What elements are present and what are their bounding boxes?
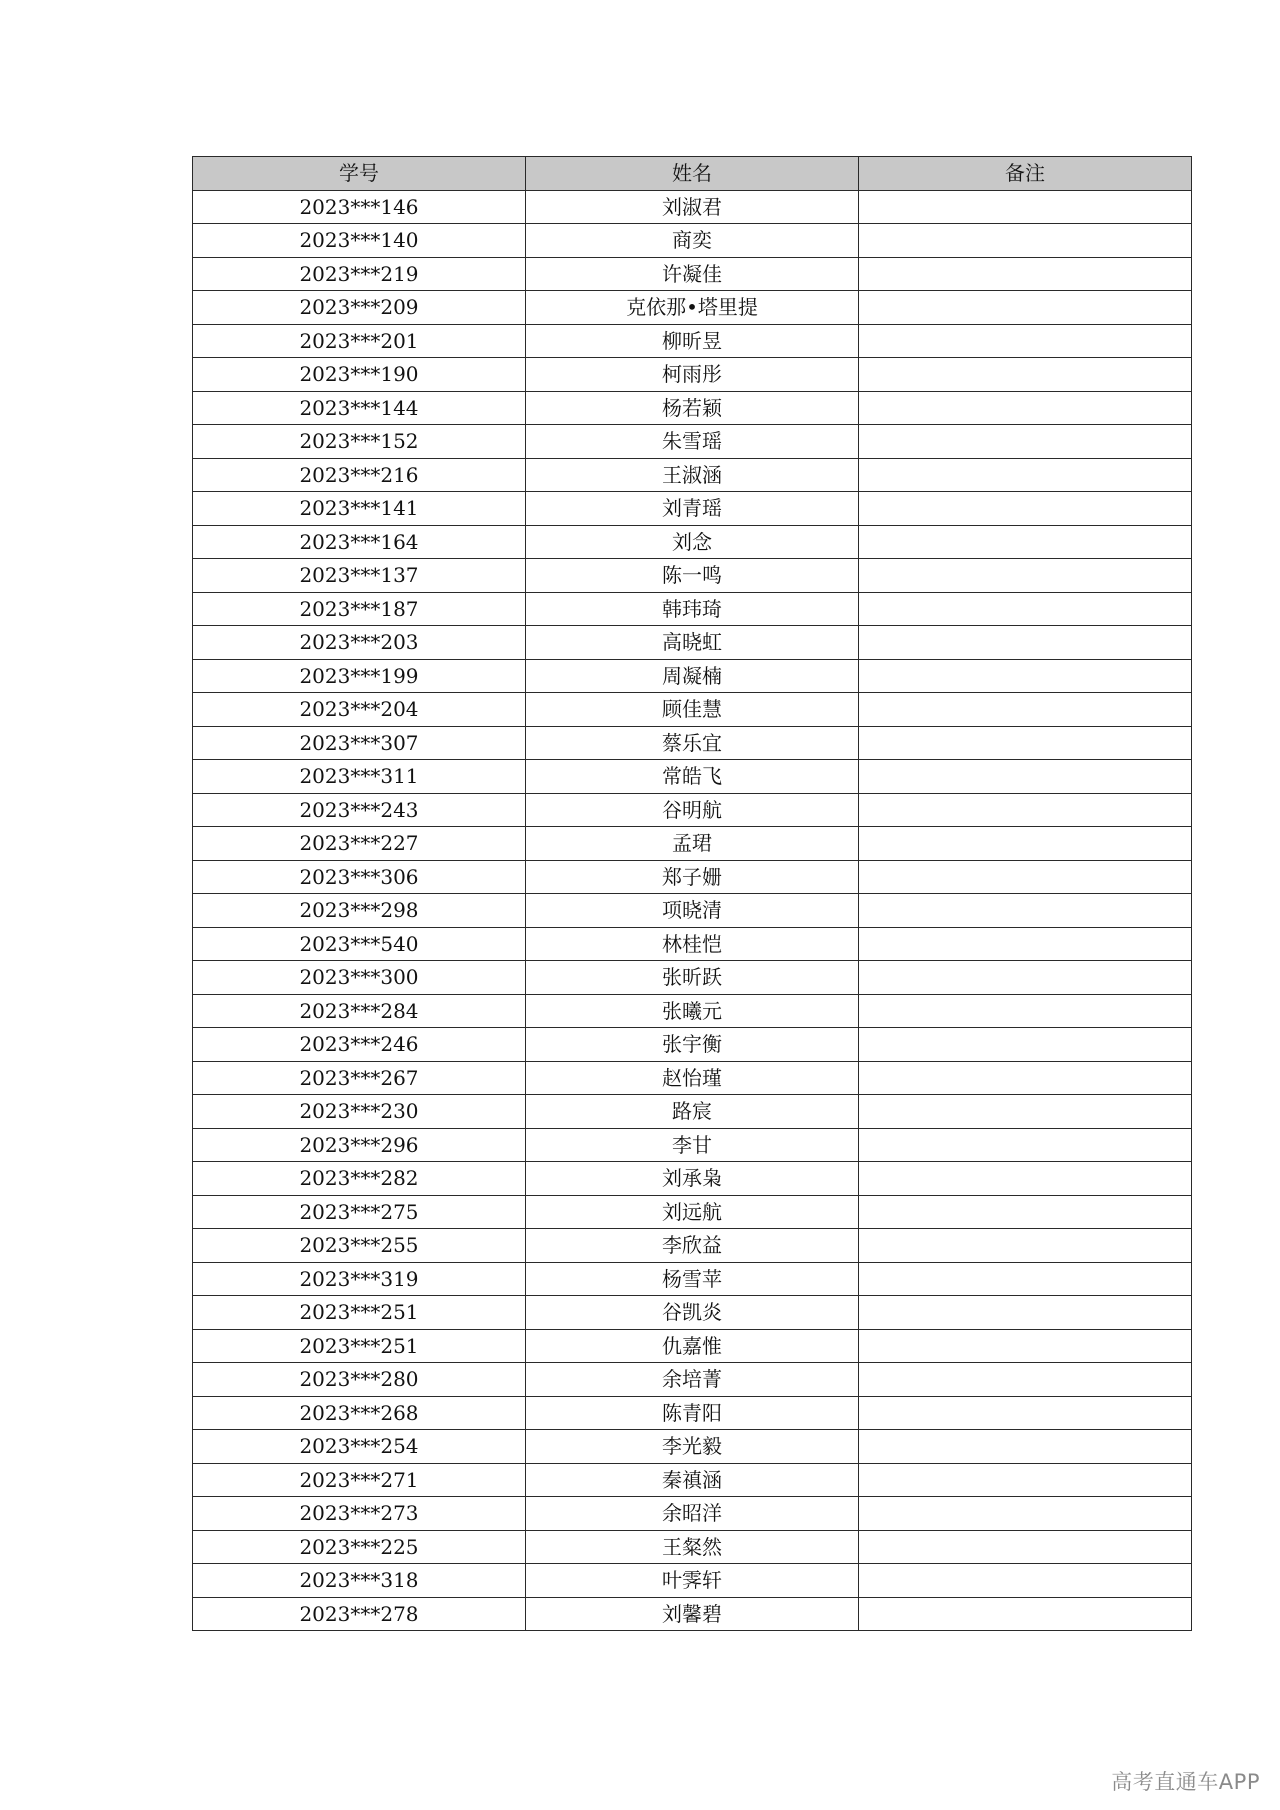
cell-student-id: 2023***271 xyxy=(193,1463,526,1497)
cell-student-id: 2023***144 xyxy=(193,391,526,425)
cell-student-id: 2023***243 xyxy=(193,793,526,827)
cell-student-id: 2023***307 xyxy=(193,726,526,760)
table-body xyxy=(193,190,1192,1631)
cell-student-id: 2023***164 xyxy=(193,525,526,559)
cell-name: 仇嘉惟 xyxy=(526,1329,859,1363)
cell-student-id: 2023***190 xyxy=(193,358,526,392)
table-header xyxy=(193,157,1192,191)
table-row xyxy=(193,1329,1192,1363)
table-row xyxy=(193,860,1192,894)
table-row xyxy=(193,1530,1192,1564)
cell-student-id: 2023***319 xyxy=(193,1262,526,1296)
cell-name: 顾佳慧 xyxy=(526,693,859,727)
cell-name: 余昭洋 xyxy=(526,1497,859,1531)
table-row xyxy=(193,391,1192,425)
cell-note xyxy=(859,1296,1192,1330)
table-row xyxy=(193,726,1192,760)
cell-student-id: 2023***227 xyxy=(193,827,526,861)
table-row xyxy=(193,894,1192,928)
cell-name: 王粲然 xyxy=(526,1530,859,1564)
cell-note xyxy=(859,693,1192,727)
cell-student-id: 2023***137 xyxy=(193,559,526,593)
cell-note xyxy=(859,358,1192,392)
cell-student-id: 2023***300 xyxy=(193,961,526,995)
cell-student-id: 2023***225 xyxy=(193,1530,526,1564)
cell-name: 许凝佳 xyxy=(526,257,859,291)
cell-student-id: 2023***318 xyxy=(193,1564,526,1598)
cell-name: 刘馨碧 xyxy=(526,1597,859,1631)
cell-name: 周凝楠 xyxy=(526,659,859,693)
cell-student-id: 2023***251 xyxy=(193,1296,526,1330)
cell-student-id: 2023***311 xyxy=(193,760,526,794)
cell-note xyxy=(859,1329,1192,1363)
cell-name: 杨雪苹 xyxy=(526,1262,859,1296)
cell-name: 柯雨彤 xyxy=(526,358,859,392)
cell-name: 柳昕昱 xyxy=(526,324,859,358)
cell-name: 郑子姗 xyxy=(526,860,859,894)
cell-name: 张昕跃 xyxy=(526,961,859,995)
header-note: 备注 xyxy=(859,157,1192,191)
cell-name: 陈一鸣 xyxy=(526,559,859,593)
cell-name: 项晓清 xyxy=(526,894,859,928)
table-row xyxy=(193,358,1192,392)
cell-note xyxy=(859,324,1192,358)
table-row xyxy=(193,693,1192,727)
cell-note xyxy=(859,1530,1192,1564)
table-row xyxy=(193,458,1192,492)
table-row xyxy=(193,190,1192,224)
cell-name: 刘青瑶 xyxy=(526,492,859,526)
header-student-id: 学号 xyxy=(193,157,526,191)
cell-student-id: 2023***278 xyxy=(193,1597,526,1631)
cell-note xyxy=(859,1128,1192,1162)
cell-name: 朱雪瑶 xyxy=(526,425,859,459)
cell-name: 秦禛涵 xyxy=(526,1463,859,1497)
cell-student-id: 2023***140 xyxy=(193,224,526,258)
cell-name: 张曦元 xyxy=(526,994,859,1028)
cell-name: 路宸 xyxy=(526,1095,859,1129)
cell-note xyxy=(859,1363,1192,1397)
cell-note xyxy=(859,827,1192,861)
cell-note xyxy=(859,224,1192,258)
table-row xyxy=(193,1162,1192,1196)
cell-note xyxy=(859,1430,1192,1464)
table-row xyxy=(193,827,1192,861)
table-row xyxy=(193,492,1192,526)
student-roster-table xyxy=(192,156,1192,1631)
cell-note xyxy=(859,860,1192,894)
cell-note xyxy=(859,1061,1192,1095)
cell-note xyxy=(859,894,1192,928)
cell-student-id: 2023***216 xyxy=(193,458,526,492)
cell-name: 刘淑君 xyxy=(526,190,859,224)
table-row xyxy=(193,1195,1192,1229)
cell-student-id: 2023***306 xyxy=(193,860,526,894)
cell-name: 王淑涵 xyxy=(526,458,859,492)
cell-note xyxy=(859,1463,1192,1497)
cell-note xyxy=(859,190,1192,224)
cell-student-id: 2023***146 xyxy=(193,190,526,224)
cell-student-id: 2023***152 xyxy=(193,425,526,459)
cell-note xyxy=(859,525,1192,559)
table-row xyxy=(193,793,1192,827)
cell-note xyxy=(859,559,1192,593)
cell-name: 谷明航 xyxy=(526,793,859,827)
cell-note xyxy=(859,391,1192,425)
table-row xyxy=(193,1430,1192,1464)
cell-name: 林桂恺 xyxy=(526,927,859,961)
table-row xyxy=(193,324,1192,358)
cell-student-id: 2023***268 xyxy=(193,1396,526,1430)
cell-student-id: 2023***282 xyxy=(193,1162,526,1196)
table-row xyxy=(193,592,1192,626)
table-row xyxy=(193,961,1192,995)
cell-name: 李欣益 xyxy=(526,1229,859,1263)
cell-name: 李甘 xyxy=(526,1128,859,1162)
cell-name: 高晓虹 xyxy=(526,626,859,660)
cell-student-id: 2023***201 xyxy=(193,324,526,358)
cell-student-id: 2023***298 xyxy=(193,894,526,928)
table-row xyxy=(193,224,1192,258)
cell-name: 余培菁 xyxy=(526,1363,859,1397)
cell-student-id: 2023***273 xyxy=(193,1497,526,1531)
cell-note xyxy=(859,1262,1192,1296)
cell-student-id: 2023***199 xyxy=(193,659,526,693)
cell-student-id: 2023***284 xyxy=(193,994,526,1028)
cell-note xyxy=(859,726,1192,760)
cell-note xyxy=(859,458,1192,492)
cell-note xyxy=(859,1229,1192,1263)
table-row xyxy=(193,1229,1192,1263)
cell-note xyxy=(859,1195,1192,1229)
header-row xyxy=(193,157,1192,191)
cell-note xyxy=(859,1497,1192,1531)
cell-name: 陈青阳 xyxy=(526,1396,859,1430)
cell-student-id: 2023***280 xyxy=(193,1363,526,1397)
cell-student-id: 2023***254 xyxy=(193,1430,526,1464)
table-row xyxy=(193,425,1192,459)
table-row xyxy=(193,1296,1192,1330)
cell-student-id: 2023***255 xyxy=(193,1229,526,1263)
cell-name: 谷凯炎 xyxy=(526,1296,859,1330)
cell-note xyxy=(859,927,1192,961)
table-row xyxy=(193,291,1192,325)
cell-name: 刘远航 xyxy=(526,1195,859,1229)
table-row xyxy=(193,1363,1192,1397)
cell-name: 孟珺 xyxy=(526,827,859,861)
table-row xyxy=(193,1028,1192,1062)
cell-name: 刘念 xyxy=(526,525,859,559)
cell-note xyxy=(859,1162,1192,1196)
cell-student-id: 2023***246 xyxy=(193,1028,526,1062)
cell-name: 常皓飞 xyxy=(526,760,859,794)
cell-note xyxy=(859,1095,1192,1129)
cell-student-id: 2023***540 xyxy=(193,927,526,961)
table-row xyxy=(193,257,1192,291)
table-row xyxy=(193,1597,1192,1631)
cell-note xyxy=(859,592,1192,626)
cell-note xyxy=(859,659,1192,693)
cell-student-id: 2023***267 xyxy=(193,1061,526,1095)
table-row xyxy=(193,1061,1192,1095)
cell-note xyxy=(859,1396,1192,1430)
table-row xyxy=(193,1463,1192,1497)
cell-name: 刘承枭 xyxy=(526,1162,859,1196)
table-row xyxy=(193,1396,1192,1430)
cell-note xyxy=(859,961,1192,995)
cell-note xyxy=(859,626,1192,660)
cell-note xyxy=(859,1028,1192,1062)
cell-student-id: 2023***141 xyxy=(193,492,526,526)
cell-note xyxy=(859,291,1192,325)
cell-name: 克依那•塔里提 xyxy=(526,291,859,325)
cell-student-id: 2023***251 xyxy=(193,1329,526,1363)
cell-note xyxy=(859,492,1192,526)
cell-name: 张宇衡 xyxy=(526,1028,859,1062)
cell-name: 叶霁轩 xyxy=(526,1564,859,1598)
cell-student-id: 2023***230 xyxy=(193,1095,526,1129)
table-row xyxy=(193,1095,1192,1129)
cell-name: 杨若颖 xyxy=(526,391,859,425)
table-row xyxy=(193,927,1192,961)
table-row xyxy=(193,1497,1192,1531)
cell-name: 蔡乐宜 xyxy=(526,726,859,760)
cell-name: 赵怡瑾 xyxy=(526,1061,859,1095)
watermark-text: 高考直通车APP xyxy=(1111,1770,1260,1794)
cell-student-id: 2023***203 xyxy=(193,626,526,660)
table-row xyxy=(193,760,1192,794)
cell-name: 李光毅 xyxy=(526,1430,859,1464)
table-row xyxy=(193,659,1192,693)
cell-note xyxy=(859,425,1192,459)
header-name: 姓名 xyxy=(526,157,859,191)
cell-name: 商奕 xyxy=(526,224,859,258)
table-row xyxy=(193,559,1192,593)
cell-student-id: 2023***187 xyxy=(193,592,526,626)
table-row xyxy=(193,626,1192,660)
cell-note xyxy=(859,1564,1192,1598)
cell-note xyxy=(859,257,1192,291)
cell-student-id: 2023***209 xyxy=(193,291,526,325)
table-row xyxy=(193,1564,1192,1598)
cell-student-id: 2023***275 xyxy=(193,1195,526,1229)
cell-note xyxy=(859,1597,1192,1631)
cell-student-id: 2023***219 xyxy=(193,257,526,291)
cell-note xyxy=(859,994,1192,1028)
cell-student-id: 2023***296 xyxy=(193,1128,526,1162)
table-row xyxy=(193,525,1192,559)
cell-name: 韩玮琦 xyxy=(526,592,859,626)
cell-student-id: 2023***204 xyxy=(193,693,526,727)
table-row xyxy=(193,1128,1192,1162)
table-row xyxy=(193,1262,1192,1296)
table-row xyxy=(193,994,1192,1028)
cell-note xyxy=(859,760,1192,794)
cell-note xyxy=(859,793,1192,827)
